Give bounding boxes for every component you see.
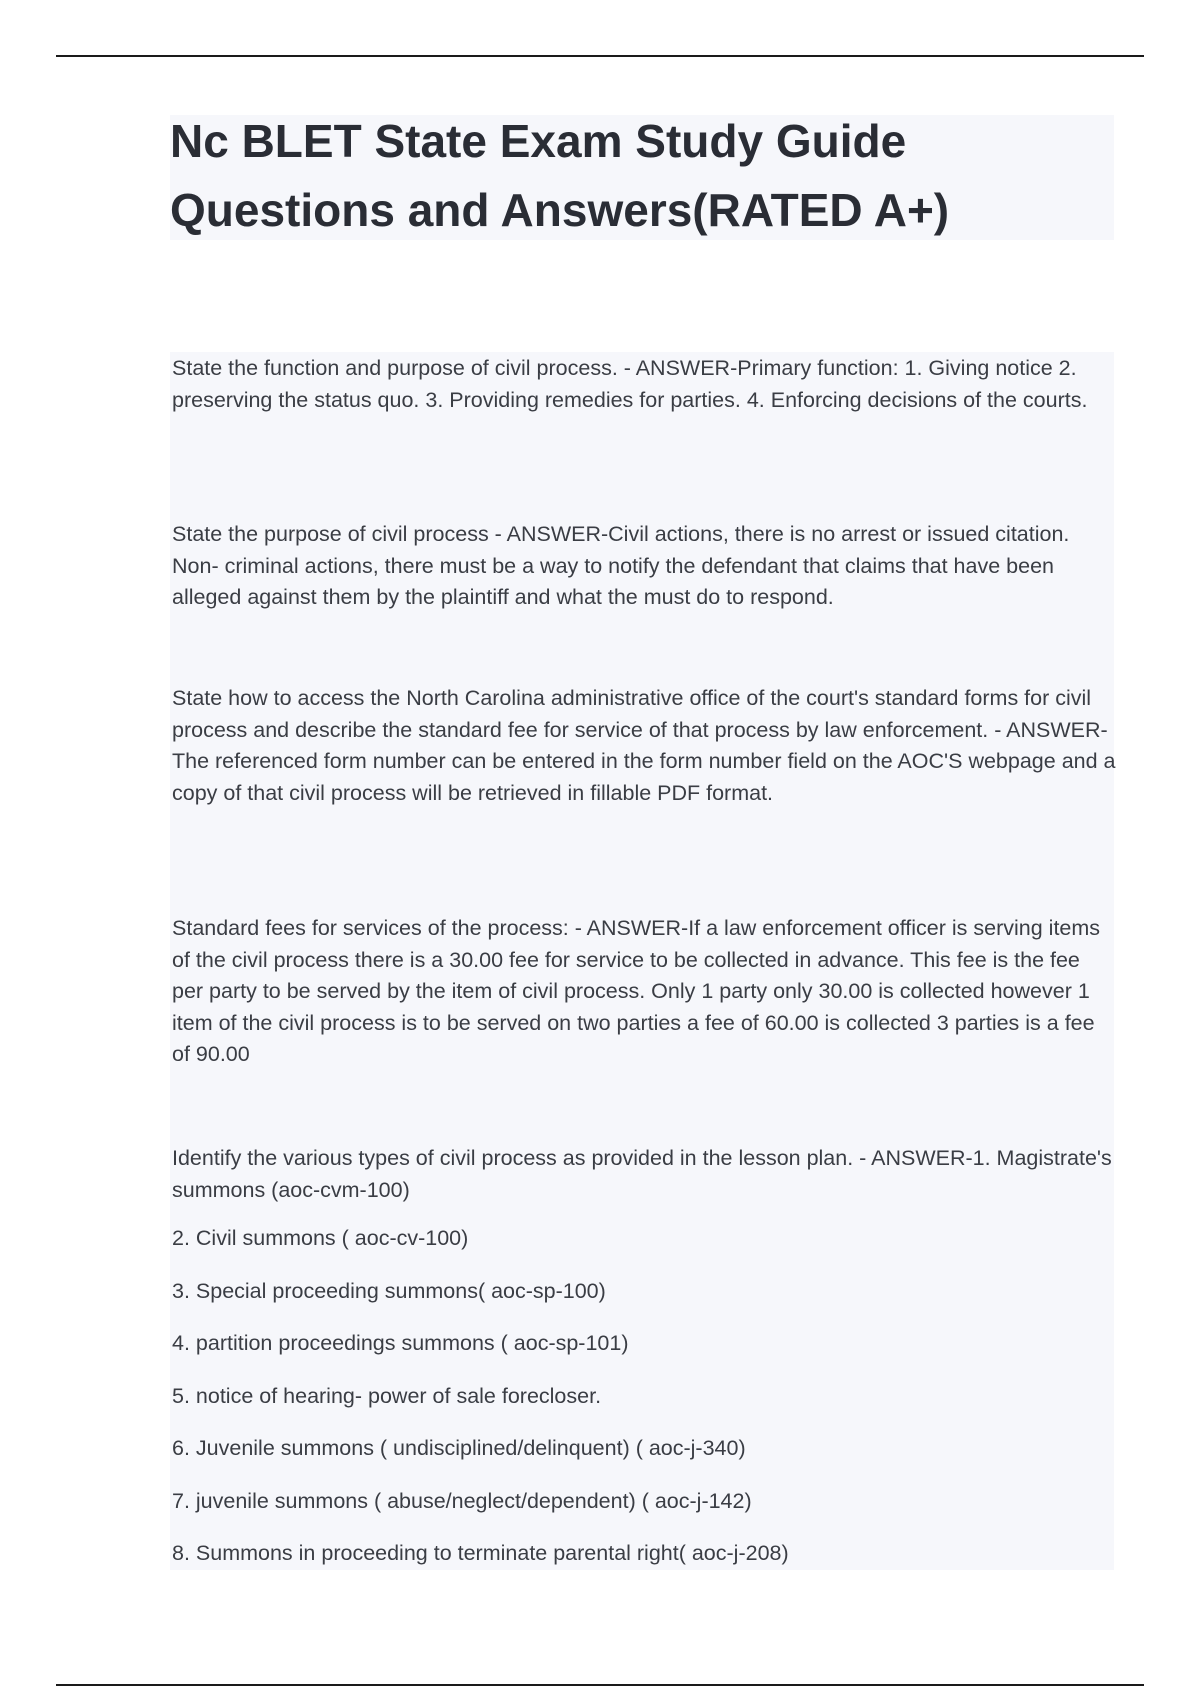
header-rule	[56, 55, 1144, 57]
list-item: 6. Juvenile summons ( undisciplined/delinquent) ( aoc-j-340)	[172, 1436, 746, 1460]
list-item: 4. partition proceedings summons ( aoc-sp-101)	[172, 1331, 629, 1355]
qa-paragraph: Standard fees for services of the process: - ANSWER-If a law enforcement officer is serving items of the civil process there is a 30.00 fee for service to be collected in advance. This fee is the fee per party to be served by the item of civil process. Only 1 party only 30.00 is collected however 1 item of the civil process is to be served on two parties a fee of 60.00 is collected 3 parties is a fee of 90.00	[172, 916, 1101, 1066]
list-item: 2. Civil summons ( aoc-cv-100)	[172, 1226, 469, 1250]
qa-paragraph: Identify the various types of civil process as provided in the lesson plan. - ANSWER-1. Magistrate's summons (aoc-cvm-100)	[172, 1146, 1112, 1202]
content-block	[170, 352, 1114, 1570]
title-block	[170, 115, 1114, 240]
civil-process-list	[172, 1223, 789, 1591]
qa-paragraph: State the function and purpose of civil process. - ANSWER-Primary function: 1. Giving notice 2. preserving the status quo. 3. Providing remedies for parties. 4. Enforcing decisions of the courts.	[172, 356, 1088, 412]
qa-paragraph: State the purpose of civil process - ANSWER-Civil actions, there is no arrest or issued citation. Non- criminal actions, there must be a way to notify the defendant that claims that have been alleged against them by the plaintiff and what the must do to respond.	[172, 522, 1070, 609]
list-item: 5. notice of hearing- power of sale forecloser.	[172, 1383, 602, 1408]
footer-rule	[56, 1684, 1144, 1686]
list-item: 7. juvenile summons ( abuse/neglect/dependent) ( aoc-j-142)	[172, 1488, 752, 1513]
list-item: 3. Special proceeding summons( aoc-sp-100)	[172, 1278, 606, 1303]
list-item: 8. Summons in proceeding to terminate parental right( aoc-j-208)	[172, 1541, 789, 1565]
qa-paragraph: State how to access the North Carolina administrative office of the court's standard forms for civil process and describe the standard fee for service of that process by law enforcement. - ANSWER-The referenced form number can be entered in the form number field on the AOC'S webpage and a copy of that civil process will be retrieved in fillable PDF format.	[172, 686, 1116, 805]
document-title: Nc BLET State Exam Study Guide Questions and Answers(RATED A+)	[170, 115, 950, 236]
